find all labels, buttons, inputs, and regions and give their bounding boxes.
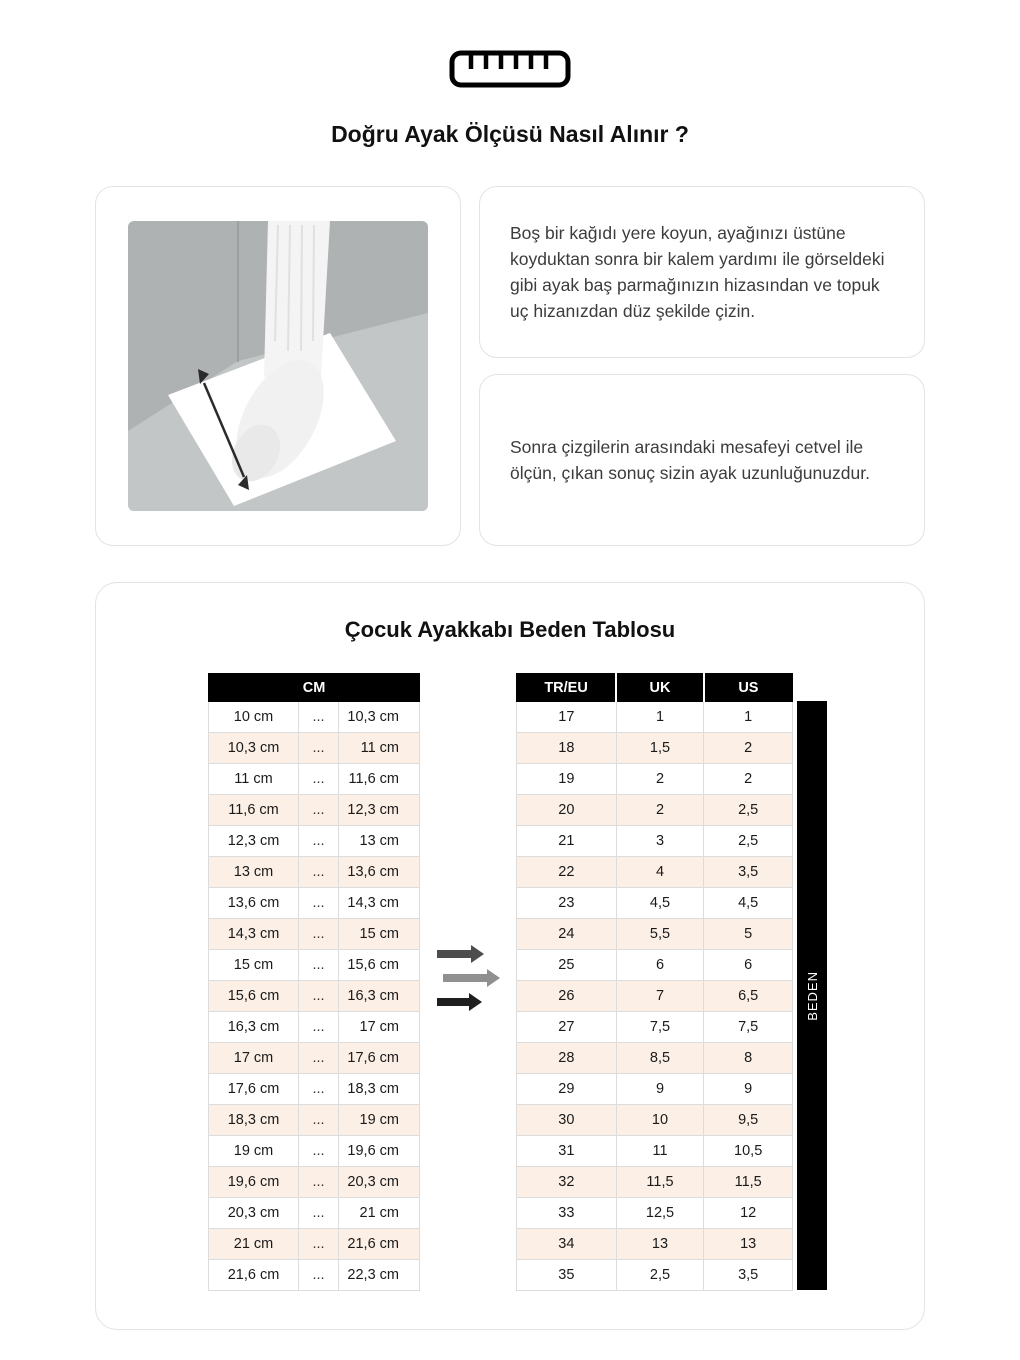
table-row — [209, 1043, 420, 1074]
table-row — [209, 981, 420, 1012]
eu-cell: 2,5 — [704, 826, 793, 857]
cm-cell: 11 cm — [339, 733, 420, 764]
table-row — [209, 888, 420, 919]
table-row — [517, 1043, 793, 1074]
table-row — [209, 702, 420, 733]
table-row — [209, 950, 420, 981]
cm-cell: ... — [299, 888, 339, 919]
table-row — [209, 733, 420, 764]
cm-cell: 19,6 cm — [209, 1167, 299, 1198]
cm-cell: ... — [299, 950, 339, 981]
eu-cell: 32 — [517, 1167, 617, 1198]
cm-cell: ... — [299, 1198, 339, 1229]
cm-cell: ... — [299, 702, 339, 733]
table-row — [517, 795, 793, 826]
cm-cell: ... — [299, 1260, 339, 1291]
eu-header-uk: UK — [616, 674, 704, 702]
cm-cell: 17,6 cm — [339, 1043, 420, 1074]
table-row — [517, 1136, 793, 1167]
table-row — [209, 795, 420, 826]
eu-cell: 8 — [704, 1043, 793, 1074]
eu-cell: 7,5 — [616, 1012, 704, 1043]
eu-cell: 9 — [704, 1074, 793, 1105]
eu-cell: 10 — [616, 1105, 704, 1136]
eu-cell: 10,5 — [704, 1136, 793, 1167]
beden-side-bar — [797, 701, 827, 1290]
table-row — [209, 1074, 420, 1105]
table-row — [517, 857, 793, 888]
eu-cell: 31 — [517, 1136, 617, 1167]
cm-cell: ... — [299, 1167, 339, 1198]
conversion-arrows — [420, 944, 516, 1021]
foot-photo-card — [95, 186, 461, 546]
page-title: Doğru Ayak Ölçüsü Nasıl Alınır ? — [331, 121, 689, 147]
cm-cell: ... — [299, 1229, 339, 1260]
instruction-text-1: Boş bir kağıdı yere koyun, ayağınızı üstüne koyduktan sonra bir kalem yardımı ile görseldeki gibi ayak baş parmağınızın hizasından ve topuk uç hizanızdan düz şekilde çizin. — [510, 222, 885, 322]
eu-cell: 9,5 — [704, 1105, 793, 1136]
ruler-icon — [449, 50, 571, 93]
eu-cell: 28 — [517, 1043, 617, 1074]
instruction-card-1 — [479, 186, 925, 358]
cm-cell: 18,3 cm — [339, 1074, 420, 1105]
cm-cell: 10,3 cm — [209, 733, 299, 764]
cm-header-row — [209, 674, 420, 702]
cm-cell: 12,3 cm — [339, 795, 420, 826]
cm-cell: ... — [299, 1043, 339, 1074]
table-row — [517, 981, 793, 1012]
eu-cell: 6,5 — [704, 981, 793, 1012]
cm-cell: ... — [299, 1012, 339, 1043]
eu-cell: 20 — [517, 795, 617, 826]
table-row — [517, 919, 793, 950]
eu-cell: 34 — [517, 1229, 617, 1260]
eu-cell: 12,5 — [616, 1198, 704, 1229]
table-row — [209, 1105, 420, 1136]
table-row — [209, 1260, 420, 1291]
cm-cell: 21 cm — [209, 1229, 299, 1260]
table-row — [209, 1012, 420, 1043]
cm-cell: 13,6 cm — [339, 857, 420, 888]
cm-cell: 21,6 cm — [209, 1260, 299, 1291]
eu-cell: 11,5 — [704, 1167, 793, 1198]
eu-cell: 35 — [517, 1260, 617, 1291]
eu-cell: 7,5 — [704, 1012, 793, 1043]
table-row — [517, 1012, 793, 1043]
cm-cell: ... — [299, 857, 339, 888]
cm-cell: 16,3 cm — [339, 981, 420, 1012]
beden-label: BEDEN — [804, 970, 820, 1021]
cm-cell: ... — [299, 1074, 339, 1105]
cm-cell: 10 cm — [209, 702, 299, 733]
table-row — [517, 764, 793, 795]
table-row — [517, 733, 793, 764]
eu-cell: 11,5 — [616, 1167, 704, 1198]
eu-table — [516, 673, 793, 1291]
instruction-card-2 — [479, 374, 925, 546]
eu-header-us: US — [704, 674, 793, 702]
cm-header: CM — [209, 674, 420, 702]
cm-cell: 13,6 cm — [209, 888, 299, 919]
cm-cell: 19,6 cm — [339, 1136, 420, 1167]
instruction-cards — [479, 186, 925, 546]
eu-cell: 2 — [616, 795, 704, 826]
double-arrow-icon — [435, 944, 501, 1021]
size-chart-card — [95, 582, 925, 1330]
eu-cell: 4 — [616, 857, 704, 888]
cm-cell: 20,3 cm — [209, 1198, 299, 1229]
table-row — [209, 826, 420, 857]
eu-cell: 19 — [517, 764, 617, 795]
cm-cell: 11,6 cm — [209, 795, 299, 826]
cm-cell: ... — [299, 1136, 339, 1167]
cm-cell: 15 cm — [209, 950, 299, 981]
eu-cell: 12 — [704, 1198, 793, 1229]
cm-cell: 13 cm — [209, 857, 299, 888]
cm-cell: 10,3 cm — [339, 702, 420, 733]
cm-cell: ... — [299, 919, 339, 950]
cm-table — [208, 673, 420, 1291]
eu-cell: 2,5 — [704, 795, 793, 826]
eu-cell: 11 — [616, 1136, 704, 1167]
eu-cell: 33 — [517, 1198, 617, 1229]
cm-cell: 21 cm — [339, 1198, 420, 1229]
cm-cell: 17 cm — [209, 1043, 299, 1074]
cm-cell: 17,6 cm — [209, 1074, 299, 1105]
cm-cell: ... — [299, 764, 339, 795]
eu-table-body — [517, 702, 793, 1291]
size-chart-title: Çocuk Ayakkabı Beden Tablosu — [344, 617, 676, 642]
table-row — [209, 919, 420, 950]
table-row — [517, 1198, 793, 1229]
eu-cell: 18 — [517, 733, 617, 764]
eu-cell: 13 — [616, 1229, 704, 1260]
cm-cell: 13 cm — [339, 826, 420, 857]
eu-cell: 9 — [616, 1074, 704, 1105]
eu-cell: 29 — [517, 1074, 617, 1105]
cm-cell: 11,6 cm — [339, 764, 420, 795]
cm-cell: ... — [299, 826, 339, 857]
cm-cell: 16,3 cm — [209, 1012, 299, 1043]
eu-cell: 30 — [517, 1105, 617, 1136]
eu-cell: 2,5 — [616, 1260, 704, 1291]
cm-cell: 20,3 cm — [339, 1167, 420, 1198]
cm-cell: ... — [299, 733, 339, 764]
cm-cell: 12,3 cm — [209, 826, 299, 857]
eu-cell: 1 — [704, 702, 793, 733]
cm-cell: ... — [299, 1105, 339, 1136]
eu-cell: 6 — [616, 950, 704, 981]
eu-cell: 21 — [517, 826, 617, 857]
cm-cell: 17 cm — [339, 1012, 420, 1043]
cm-cell: 15 cm — [339, 919, 420, 950]
eu-cell: 2 — [704, 764, 793, 795]
cm-cell: 15,6 cm — [339, 950, 420, 981]
table-row — [517, 888, 793, 919]
table-row — [517, 1229, 793, 1260]
eu-cell: 3,5 — [704, 857, 793, 888]
table-row — [517, 1167, 793, 1198]
eu-cell: 1 — [616, 702, 704, 733]
table-row — [517, 1074, 793, 1105]
eu-cell: 3,5 — [704, 1260, 793, 1291]
table-row — [209, 857, 420, 888]
table-row — [209, 1229, 420, 1260]
cm-cell: ... — [299, 981, 339, 1012]
eu-cell: 24 — [517, 919, 617, 950]
eu-cell: 23 — [517, 888, 617, 919]
cm-cell: ... — [299, 795, 339, 826]
instructions-section — [0, 186, 1020, 546]
cm-cell: 22,3 cm — [339, 1260, 420, 1291]
cm-cell: 14,3 cm — [339, 888, 420, 919]
eu-cell: 6 — [704, 950, 793, 981]
table-row — [209, 1198, 420, 1229]
cm-cell: 21,6 cm — [339, 1229, 420, 1260]
cm-cell: 11 cm — [209, 764, 299, 795]
cm-cell: 19 cm — [339, 1105, 420, 1136]
table-row — [517, 1105, 793, 1136]
eu-cell: 22 — [517, 857, 617, 888]
table-row — [209, 1136, 420, 1167]
eu-cell: 5,5 — [616, 919, 704, 950]
eu-cell: 25 — [517, 950, 617, 981]
eu-cell: 13 — [704, 1229, 793, 1260]
cm-cell: 14,3 cm — [209, 919, 299, 950]
eu-cell: 7 — [616, 981, 704, 1012]
cm-cell: 19 cm — [209, 1136, 299, 1167]
table-row — [517, 950, 793, 981]
table-row — [209, 1167, 420, 1198]
eu-cell: 17 — [517, 702, 617, 733]
table-row — [517, 826, 793, 857]
eu-header-treu: TR/EU — [517, 674, 617, 702]
eu-cell: 4,5 — [616, 888, 704, 919]
table-row — [517, 702, 793, 733]
eu-cell: 8,5 — [616, 1043, 704, 1074]
size-chart-tables — [96, 673, 924, 1291]
table-row — [517, 1260, 793, 1291]
table-row — [209, 764, 420, 795]
eu-header-row — [517, 674, 793, 702]
eu-cell: 3 — [616, 826, 704, 857]
cm-cell: 15,6 cm — [209, 981, 299, 1012]
eu-cell: 2 — [616, 764, 704, 795]
eu-cell: 27 — [517, 1012, 617, 1043]
cm-cell: 18,3 cm — [209, 1105, 299, 1136]
cm-table-body — [209, 702, 420, 1291]
instruction-text-2: Sonra çizgilerin arasındaki mesafeyi cetvel ile ölçün, çıkan sonuç sizin ayak uzunluğunuzdur. — [510, 436, 870, 483]
eu-cell: 4,5 — [704, 888, 793, 919]
foot-measurement-image — [128, 221, 428, 511]
eu-cell: 26 — [517, 981, 617, 1012]
eu-cell: 1,5 — [616, 733, 704, 764]
eu-cell: 5 — [704, 919, 793, 950]
eu-cell: 2 — [704, 733, 793, 764]
